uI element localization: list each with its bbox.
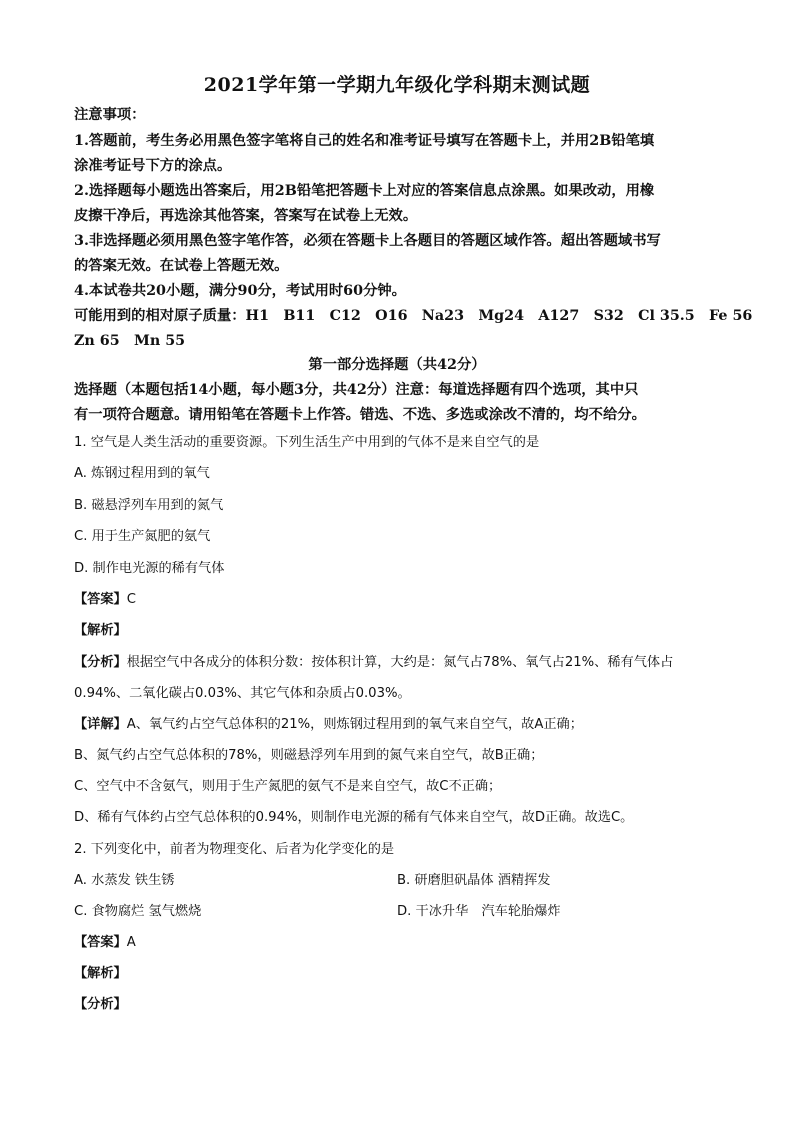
- question-2-jiexi-label: 【解析】: [74, 966, 127, 981]
- question-2-stem: 2. 下列变化中，前者为物理变化、后者为化学变化的是: [74, 842, 395, 857]
- question-1-stem: 1. 空气是人类生活动的重要资源。下列生活生产中用到的气体不是来自空气的是: [74, 435, 540, 450]
- notice-line: 的答案无效。在试卷上答题无效。: [74, 258, 289, 274]
- notice-line: 2.选择题每小题选出答案后，用2B铅笔把答题卡上对应的答案信息点涂黑。如果改动，用橡: [74, 183, 655, 199]
- question-1-option-a: A. 炼钢过程用到的氧气: [74, 466, 210, 481]
- analysis-text: 根据空气中各成分的体积分数：按体积计算，大约是：氮气占78%、氧气占21%、稀有气体占: [126, 655, 674, 670]
- notice-line: 3.非选择题必须用黑色签字笔作答，必须在答题卡上各题目的答题区域作答。超出答题域书写: [74, 233, 661, 249]
- atomic-mass-line: Zn 65 Mn 55: [74, 333, 186, 349]
- notice-line: 1.答题前，考生务必用黑色签字笔将自己的姓名和准考证号填写在答题卡上，并用2B铅笔填: [74, 133, 655, 149]
- analysis-label: 【分析】: [74, 655, 127, 670]
- question-1-analysis: [74, 651, 673, 670]
- detail-label: 【详解】: [74, 717, 127, 732]
- notice-heading: 注意事项：: [74, 107, 146, 123]
- question-1-detail-line: B、氮气约占空气总体积的78%，则磁悬浮列车用到的氮气来自空气，故B正确；: [74, 748, 544, 763]
- notice-line: 皮擦干净后，再选涂其他答案，答案写在试卷上无效。: [74, 208, 418, 224]
- question-1-answer: [74, 588, 136, 607]
- page-title: 2021学年第一学期九年级化学科期末测试题: [203, 74, 591, 96]
- notice-line: 涂准考证号下方的涂点。: [74, 158, 232, 174]
- detail-text: A、氧气约占空气总体积的21%，则炼钢过程用到的氧气来自空气，故A正确；: [126, 717, 583, 732]
- answer-label: 【答案】: [74, 935, 127, 950]
- atomic-mass-line: 可能用到的相对原子质量：H1 B11 C12 O16 Na23 Mg24 A127 S32 Cl 35.5 Fe 56: [74, 308, 753, 324]
- question-1-option-c: C. 用于生产氮肥的氨气: [74, 529, 211, 544]
- question-2-option-c: C. 食物腐烂 氢气燃烧: [74, 904, 202, 919]
- question-1-jiexi-label: 【解析】: [74, 623, 127, 638]
- answer-value: C: [126, 592, 136, 607]
- question-2-analysis-label: 【分析】: [74, 997, 127, 1012]
- question-2-option-d: D. 干冰升华 汽车轮胎爆炸: [397, 904, 561, 919]
- question-2-answer: [74, 931, 136, 950]
- section-intro: 有一项符合题意。请用铅笔在答题卡上作答。错选、不选、多选或涂改不清的，均不给分。: [74, 407, 646, 423]
- section-title: 第一部分选择题（共42分）: [308, 357, 486, 373]
- answer-label: 【答案】: [74, 592, 127, 607]
- question-1-option-d: D. 制作电光源的稀有气体: [74, 561, 225, 576]
- question-1-option-b: B. 磁悬浮列车用到的氮气: [74, 498, 224, 513]
- notice-line: 4.本试卷共20小题，满分90分，考试用时60分钟。: [74, 283, 406, 299]
- question-1-detail: [74, 713, 583, 732]
- question-2-option-a: A. 水蒸发 铁生锈: [74, 873, 175, 888]
- answer-value: A: [126, 935, 136, 950]
- question-1-detail-line: D、稀有气体约占空气总体积的0.94%，则制作电光源的稀有气体来自空气，故D正确。故选C。: [74, 810, 634, 825]
- question-1-detail-line: C、空气中不含氨气，则用于生产氮肥的氨气不是来自空气，故C不正确；: [74, 779, 502, 794]
- question-1-analysis-cont: 0.94%、二氧化碳占0.03%、其它气体和杂质占0.03%。: [74, 686, 411, 701]
- section-intro: 选择题（本题包括14小题，每小题3分，共42分）注意：每道选择题有四个选项，其中只: [74, 382, 639, 398]
- question-2-option-b: B. 研磨胆矾晶体 酒精挥发: [397, 873, 551, 888]
